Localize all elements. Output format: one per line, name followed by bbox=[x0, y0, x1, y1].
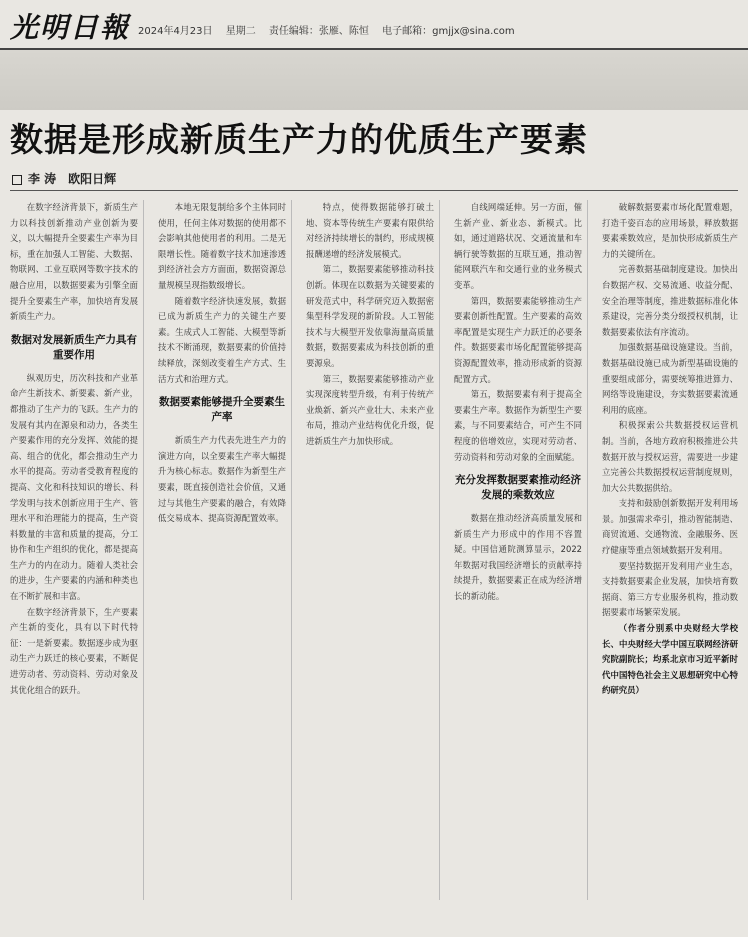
masthead bbox=[0, 0, 748, 50]
issue-weekday: 星期二 bbox=[225, 26, 256, 37]
column-3 bbox=[306, 200, 434, 900]
author-names: 李 涛 欧阳日辉 bbox=[28, 172, 117, 186]
section-heading-2: 数据要素能够提升全要素生产率 bbox=[159, 396, 285, 424]
paragraph: 数据在推动经济高质量发展和新质生产力形成中的作用不容置疑。中国信通院测算显示，2022年数据对我国经济增长的贡献率持续提升，数据要素正在成为经济增长的新动能。 bbox=[454, 513, 582, 602]
header-image-band bbox=[0, 50, 748, 110]
paragraph: 在数字经济背景下，生产要素产生新的变化，具有以下时代特征：一是新要素。数据逐步成为驱动生产力跃迁的核心要素，不断促进劳动者、劳动资料、劳动对象及其优化组合的跃升。 bbox=[10, 606, 138, 695]
paragraph: 第二，数据要素能够推动科技创新。体现在以数据为关键要素的研发范式中，科学研究迈入数据密集型科学发现的新阶段。人工智能技术与大模型开发依靠海量高质量数据，数据要素成为科技创新的重要源泉。 bbox=[306, 264, 434, 368]
editor-email: 电子邮箱：gmjjx@sina.com bbox=[382, 26, 515, 37]
column-5 bbox=[602, 200, 738, 900]
issue-date: 2024年4月23日 bbox=[138, 26, 213, 37]
article-title: 数据是形成新质生产力的优质生产要素 bbox=[10, 120, 588, 159]
column-divider bbox=[143, 200, 144, 900]
byline-box-icon bbox=[12, 175, 22, 185]
paragraph: 完善数据基础制度建设。加快出台数据产权、交易流通、收益分配、安全治理等制度，推进数据标准化体系建设，完善分类分级授权机制，让数据要素依法有序流动。 bbox=[602, 264, 738, 337]
header-info bbox=[138, 22, 525, 37]
section-heading-1: 数据对发展新质生产力具有重要作用 bbox=[11, 333, 137, 361]
paragraph: 加强数据基础设施建设。当前，数据基础设施已成为新型基础设施的重要组成部分，需要统筹推进算力、网络等设施建设，夯实数据要素流通利用的底座。 bbox=[602, 342, 738, 415]
paragraph: 第四，数据要素能够推动生产要素创新性配置。生产要素的高效率配置是实现生产力跃迁的必要条件。数据要素市场化配置能够提高资源配置效率，推动形成新的资源配置方式。 bbox=[454, 295, 582, 384]
column-divider bbox=[587, 200, 588, 900]
paragraph: 随着数字经济快速发展，数据已成为新质生产力的关键生产要素。生成式人工智能、大模型等新技术不断涌现，数据要素的价值持续释放，深刻改变着生产方式、生活方式和治理方式。 bbox=[158, 295, 286, 384]
paragraph: 积极探索公共数据授权运营机制。当前，各地方政府积极推进公共数据开放与授权运营，需要进一步建立完善公共数据授权运营制度规则，加大公共数据供给。 bbox=[602, 420, 738, 493]
column-2 bbox=[158, 200, 286, 900]
paragraph: 特点，使得数据能够打破土地、资本等传统生产要素有限供给对经济持续增长的制约，形成规模报酬递增的经济发展模式。 bbox=[306, 202, 434, 259]
paragraph: 纵观历史，历次科技和产业革命产生新技术、新要素、新产业，都推动了生产力的飞跃。生产力的发展有其内在源泉和动力，各类生产要素作用的充分发挥、效能的提高、组合的优化，都会推动生产力水平的提高。劳动者受教育程度的提高、文化和科技知识的增长、科学发明与技术创新应用于生产、管理水平和治理能力的提高，生产资料数量的丰富和质量的提高，分工协作和生产组织的优化，都是提高生产力的内在动力。随着人类社会的进步，生产要素的内涵和种类也在不断扩展和丰富。 bbox=[10, 372, 138, 602]
paragraph: 要坚持数据开发利用产业生态，支持数据要素企业发展，加快培育数据商、第三方专业服务机构，推动数据要素市场繁荣发展。 bbox=[602, 560, 738, 618]
author-note: （作者分别系中央财经大学校长、中央财经大学中国互联网经济研究院副院长；均系北京市习近平新时代中国特色社会主义思想研究中心特约研究员） bbox=[602, 623, 738, 696]
byline bbox=[12, 170, 116, 187]
editors: 责任编辑：张雁、陈恒 bbox=[268, 26, 369, 37]
paragraph: 破解数据要素市场化配置难题，打造千姿百态的应用场景，释放数据要素乘数效应，是加快形成新质生产力的关键所在。 bbox=[602, 202, 738, 259]
paragraph: 本地无限复制给多个主体同时使用，任何主体对数据的使用都不会影响其他使用者的利用。二是无限增长性。随着数字技术加速渗透到经济社会方方面面，数据资源总量规模呈现指数级增长。 bbox=[158, 202, 286, 290]
newspaper-logo: 光明日報 bbox=[10, 11, 131, 44]
column-divider bbox=[439, 200, 440, 900]
paragraph: 在数字经济背景下，新质生产力以科技创新推动产业创新为要义，以大幅提升全要素生产率为目标，重在加强人工智能、大数据、物联网、工业互联网等数字技术的融合应用，以数据要素为引擎全面提升全要素生产率，加快培育发展新质生产力。 bbox=[10, 202, 138, 322]
paragraph: 新质生产力代表先进生产力的演进方向，以全要素生产率大幅提升为核心标志。数据作为新型生产要素，既直接创造社会价值，又通过与其他生产要素的融合，有效降低交易成本、提高资源配置效率。 bbox=[158, 435, 286, 524]
paragraph: 自线网端延伸。另一方面，催生新产业、新业态、新模式。比如，通过道路状况、交通流量和车辆行驶等数据的互联互通，推动智能网联汽车和交通行业的业务模式变革。 bbox=[454, 202, 582, 290]
column-1 bbox=[10, 200, 138, 900]
paragraph: 第三，数据要素能够推动产业实现深度转型升级，有利于传统产业焕新、新兴产业壮大、未来产业布局，推动产业结构优化升级，促进新质生产力加快形成。 bbox=[306, 373, 434, 446]
paragraph: 支持和鼓励创新数据开发利用场景。加强需求牵引，推动智能制造、商贸流通、交通物流、金融服务、医疗健康等重点领域数据开发利用。 bbox=[602, 498, 738, 556]
title-rule bbox=[10, 190, 738, 191]
section-heading-3: 充分发挥数据要素推动经济发展的乘数效应 bbox=[455, 474, 581, 502]
paragraph: 第五，数据要素有利于提高全要素生产率。数据作为新型生产要素，与不同要素结合，可产生不同程度的倍增效应，实现对劳动者、劳动资料和劳动对象的全面赋能。 bbox=[454, 389, 582, 462]
column-4 bbox=[454, 200, 582, 900]
column-divider bbox=[291, 200, 292, 900]
